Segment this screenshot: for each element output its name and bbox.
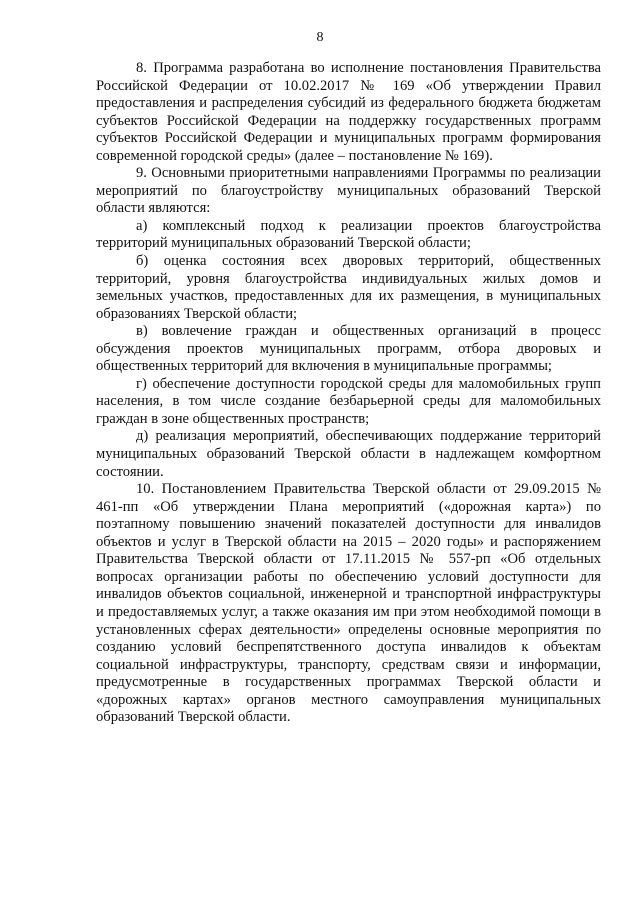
list-item-d: д) реализация мероприятий, обеспечивающих поддержание территорий муниципальных образований Тверской области в надлежащем комфортном состоянии. xyxy=(96,428,601,480)
list-item-a: а) комплексный подход к реализации проектов благоустройства территорий муниципальных образований Тверской области; xyxy=(96,217,601,252)
list-item-g: г) обеспечение доступности городской среды для маломобильных групп населения, в том числе создание безбарьерной среды для маломобильных граждан в зоне общественных пространств; xyxy=(96,375,601,427)
page-number: 8 xyxy=(316,30,324,45)
paragraph-10: 10. Постановлением Правительства Тверской области от 29.09.2015 № 461-пп «Об утверждении Плана мероприятий («дорожная карта») по поэтапному повышению значений показателей доступности для инвалидов объектов и услуг в Тверской области на 2015 – 2020 годы» и распоряжением Правительства Тверской области от 17.11.2015 № 557-рп «Об отдельных вопросах организации работы по обеспечению условий доступности для инвалидов объектов социальной, инженерной и транспортной инфраструктуры и предоставляемых услуг, а также оказания им при этом необходимой помощи в установленных сферах деятельности» определены основные мероприятия по созданию условий беспрепятственного доступа инвалидов к объектам социальной инфраструктуры, транспорту, средствам связи и информации, предусмотренные в государственных программах Тверской области и «дорожных картах» органов местного самоуправления муниципальных образований Тверской области. xyxy=(96,481,601,726)
document-body xyxy=(96,60,601,727)
list-item-v: в) вовлечение граждан и общественных организаций в процесс обсуждения проектов муниципальных программ, отбора дворовых и общественных территорий для включения в муниципальные программы; xyxy=(96,323,601,375)
paragraph-9: 9. Основными приоритетными направлениями Программы по реализации мероприятий по благоустройству муниципальных образований Тверской области являются: xyxy=(96,165,601,217)
list-item-b: б) оценка состояния всех дворовых территорий, общественных территорий, уровня благоустройства индивидуальных жилых домов и земельных участков, предоставленных для их размещения, в муниципальных образованиях Тверской области; xyxy=(96,253,601,322)
paragraph-8: 8. Программа разработана во исполнение постановления Правительства Российской Федерации от 10.02.2017 № 169 «Об утверждении Правил предоставления и распределения субсидий из федерального бюджета бюджетам субъектов Российской Федерации на поддержку государственных программ субъектов Российской Федерации и муниципальных программ формирования современной городской среды» (далее – постановление № 169). xyxy=(96,60,601,164)
